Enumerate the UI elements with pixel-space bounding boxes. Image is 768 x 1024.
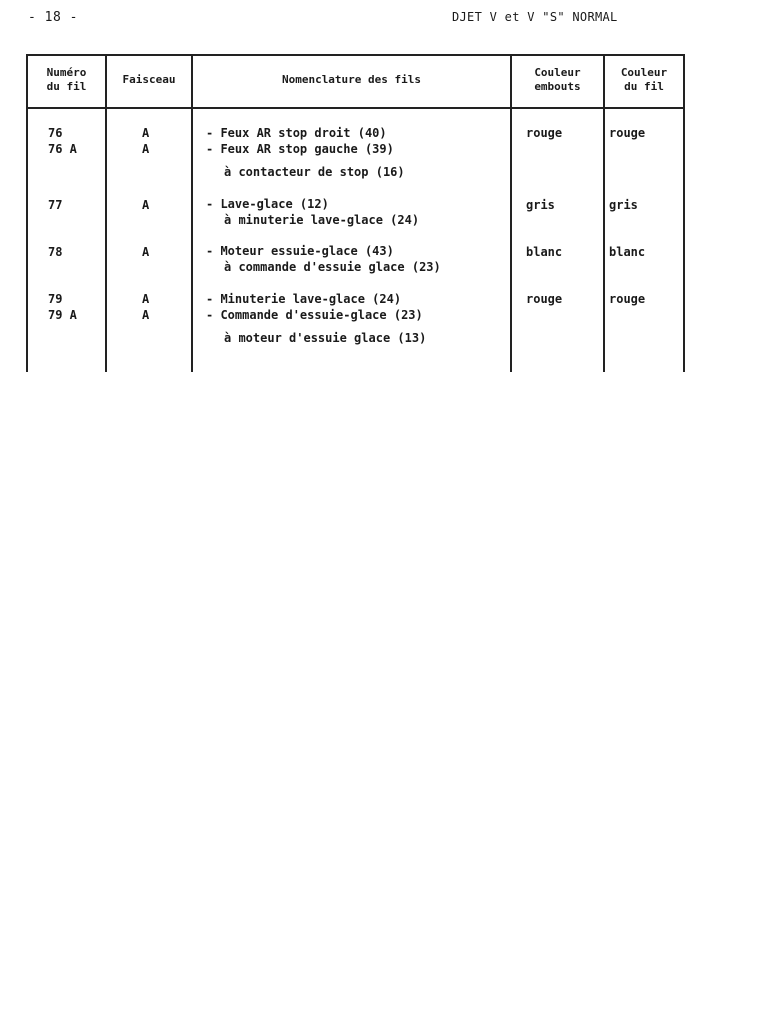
- nomenclature-line: - Commande d'essuie-glace (23): [206, 308, 423, 322]
- nomenclature-line: - Minuterie lave-glace (24): [206, 292, 402, 306]
- header-numero: [28, 66, 105, 94]
- table-border-right: [683, 54, 685, 372]
- header-couleur-fil: [605, 66, 683, 94]
- header-nomenclature: Nomenclature des fils: [281, 73, 422, 86]
- wire-table: [26, 54, 685, 372]
- wire-color: gris: [609, 198, 638, 212]
- table-header-rule: [26, 107, 685, 109]
- harness: A: [142, 198, 150, 212]
- harness: A: [142, 126, 150, 140]
- wire-number: 78: [48, 245, 63, 259]
- column-divider: [603, 54, 605, 372]
- table-top-rule: [26, 54, 685, 56]
- nomenclature-line: à contacteur de stop (16): [224, 165, 405, 179]
- end-color: gris: [526, 198, 555, 212]
- wire-color: rouge: [609, 292, 646, 306]
- page-number: - 18 -: [28, 10, 78, 25]
- header-numero-line-2: du fil: [46, 80, 87, 93]
- wire-color: rouge: [609, 126, 646, 140]
- nomenclature-line: - Feux AR stop droit (40): [206, 126, 387, 140]
- wire-number: 79: [48, 292, 63, 306]
- end-color: rouge: [526, 292, 563, 306]
- header-couleur-embouts: [512, 66, 603, 94]
- page-header-title: DJET V et V "S" NORMAL: [452, 10, 618, 24]
- column-divider: [191, 54, 193, 372]
- nomenclature-line: - Moteur essuie-glace (43): [206, 244, 394, 258]
- nomenclature-line: à commande d'essuie glace (23): [224, 260, 441, 274]
- nomenclature-line: - Feux AR stop gauche (39): [206, 142, 394, 156]
- header-couleur-embouts-line-2: embouts: [534, 80, 581, 93]
- nomenclature-line: - Lave-glace (12): [206, 197, 329, 211]
- harness: A: [142, 245, 150, 259]
- table-border-left: [26, 54, 28, 372]
- harness: A: [142, 142, 150, 156]
- end-color: rouge: [526, 126, 563, 140]
- header-faisceau: Faisceau: [122, 73, 176, 86]
- wire-number: 76: [48, 126, 63, 140]
- harness: A: [142, 308, 150, 322]
- wire-number: 76 A: [48, 142, 77, 156]
- wire-color: blanc: [609, 245, 646, 259]
- nomenclature-line: à moteur d'essuie glace (13): [224, 331, 427, 345]
- column-divider: [105, 54, 107, 372]
- nomenclature-line: à minuterie lave-glace (24): [224, 213, 420, 227]
- harness: A: [142, 292, 150, 306]
- header-couleur-fil-line-1: Couleur: [620, 66, 668, 79]
- header-numero-line-1: Numéro: [46, 66, 87, 79]
- column-divider: [510, 54, 512, 372]
- header-couleur-fil-line-2: du fil: [624, 80, 664, 93]
- end-color: blanc: [526, 245, 563, 259]
- wire-number: 79 A: [48, 308, 77, 322]
- wire-number: 77: [48, 198, 63, 212]
- header-couleur-embouts-line-1: Couleur: [534, 66, 581, 79]
